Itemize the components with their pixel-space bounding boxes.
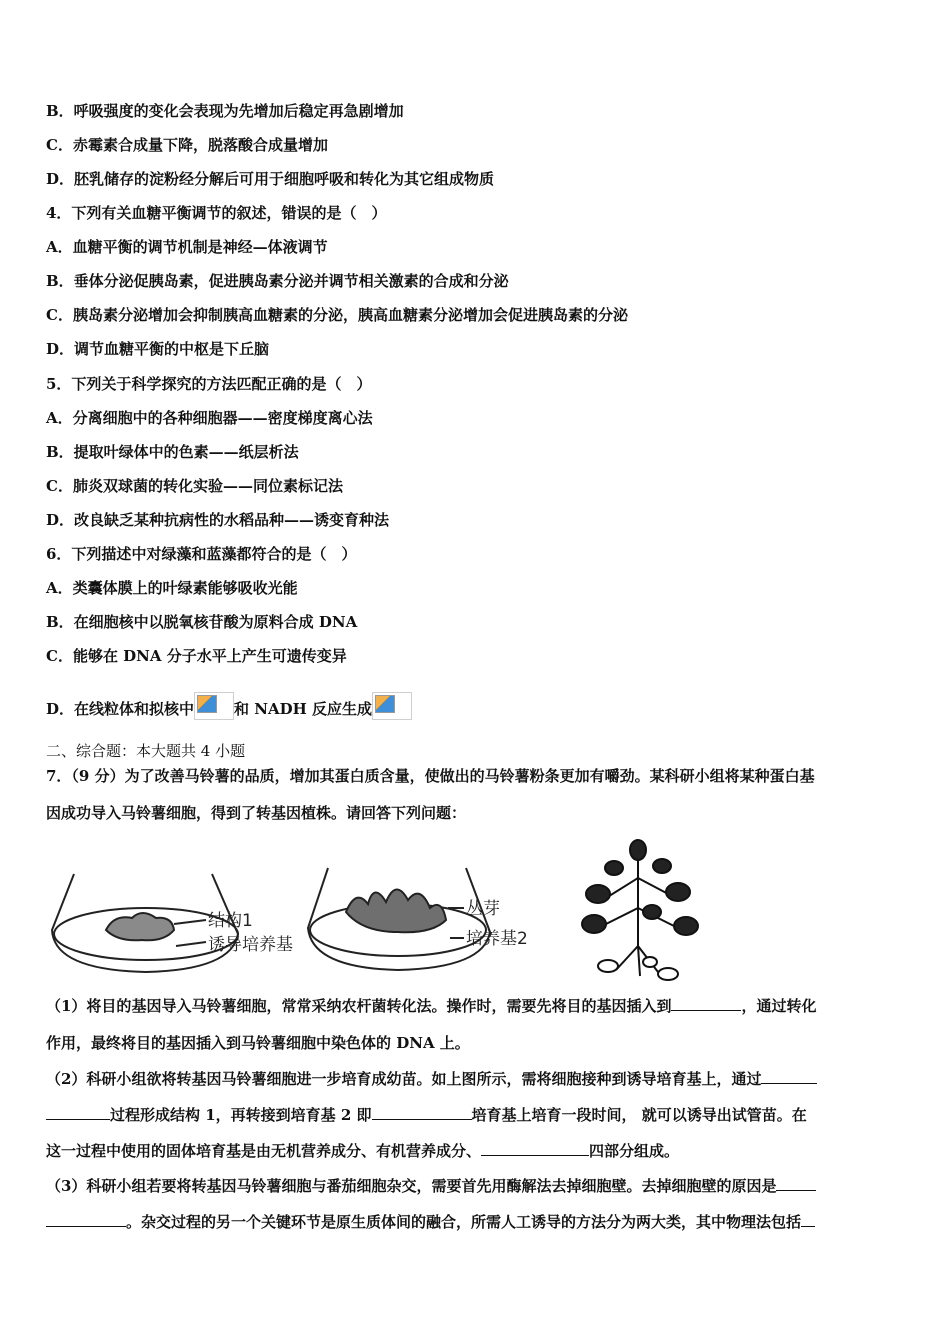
q5-option-d: D．改良缺乏某种抗病性的水稻品种——诱变育种法 xyxy=(46,511,390,529)
label-shoots: 丛芽 xyxy=(466,899,500,919)
q7-part2-text-3b: 四部分组成。 xyxy=(589,1142,680,1160)
potato-plant-image xyxy=(582,840,698,980)
q7-part3-line-1 xyxy=(46,1176,816,1196)
q3-option-d: D．胚乳储存的淀粉经分解后可用于细胞呼吸和转化为其它组成物质 xyxy=(46,170,495,188)
q7-part2-line-2 xyxy=(46,1105,807,1125)
q3-option-c: C．赤霉素合成量下降，脱落酸合成量增加 xyxy=(46,136,328,154)
answer-blank[interactable] xyxy=(372,1105,472,1120)
label-induction-medium: 诱导培养基 xyxy=(208,935,293,955)
answer-blank[interactable] xyxy=(801,1212,815,1227)
q4-stem: 4．下列有关血糖平衡调节的叙述，错误的是（ ） xyxy=(46,204,387,222)
q4-option-b: B．垂体分泌促胰岛素，促进胰岛素分泌并调节相关激素的合成和分泌 xyxy=(46,272,509,290)
q7-part1-line-2: 作用，最终将目的基因插入到马铃薯细胞中染色体的 DNA 上。 xyxy=(46,1034,470,1052)
shoot-dish xyxy=(308,868,490,970)
q7-stem-line-2: 因成功导入马铃薯细胞，得到了转基因植株。请回答下列问题： xyxy=(46,804,467,822)
q7-part2-text-2a: 过程形成结构 1，再转接到培育基 2 即 xyxy=(110,1106,372,1124)
tissue-culture-figure xyxy=(46,838,706,988)
q3-option-b: B．呼吸强度的变化会表现为先增加后稳定再急剧增加 xyxy=(46,102,404,120)
q4-option-d: D．调节血糖平衡的中枢是下丘脑 xyxy=(46,340,270,358)
q5-option-b: B．提取叶绿体中的色素——纸层析法 xyxy=(46,443,299,461)
answer-blank[interactable] xyxy=(761,1069,817,1084)
q6-option-a: A．类囊体膜上的叶绿素能够吸收光能 xyxy=(46,579,298,597)
q7-part2-text-2b: 培育基上培育一段时间， 就可以诱导出试管苗。在 xyxy=(471,1106,807,1124)
q7-part2-line-1 xyxy=(46,1069,817,1089)
answer-blank[interactable] xyxy=(481,1141,589,1156)
q7-part3-text-2: 。杂交过程的另一个关键环节是原生质体间的融合，所需人工诱导的方法分为两大类，其中物理法包括 xyxy=(126,1213,802,1231)
answer-blank[interactable] xyxy=(776,1176,816,1191)
q6-option-d-text-2: 和 NADH 反应生成 xyxy=(234,700,372,718)
q7-stem-line-1: 7．（9 分）为了改善马铃薯的品质，增加其蛋白质含量，使做出的马铃薯粉条更加有嚼劲。某科研小组将某种蛋白基 xyxy=(46,767,815,785)
q6-option-d xyxy=(46,692,412,720)
q7-part2-line-3 xyxy=(46,1141,679,1161)
q7-part2-text-1: （2）科研小组欲将转基因马铃薯细胞进一步培育成幼苗。如上图所示，需将细胞接种到诱导培育基上，通过 xyxy=(46,1070,762,1088)
label-structure-1: 结构1 xyxy=(208,911,253,931)
q4-option-c: C．胰岛素分泌增加会抑制胰高血糖素的分泌，胰高血糖素分泌增加会促进胰岛素的分泌 xyxy=(46,306,628,324)
q7-part3-text-1: （3）科研小组若要将转基因马铃薯细胞与番茄细胞杂交，需要首先用酶解法去掉细胞壁。去掉细胞壁的原因是 xyxy=(46,1177,777,1195)
q6-stem: 6．下列描述中对绿藻和蓝藻都符合的是（ ） xyxy=(46,545,357,563)
broken-image-icon xyxy=(194,692,234,720)
q5-option-c: C．肺炎双球菌的转化实验——同位素标记法 xyxy=(46,477,343,495)
q6-option-b: B．在细胞核中以脱氧核苷酸为原料合成 DNA xyxy=(46,613,358,631)
q4-option-a: A．血糖平衡的调节机制是神经—体液调节 xyxy=(46,238,328,256)
answer-blank[interactable] xyxy=(671,996,741,1011)
q7-part1-text-a: （1）将目的基因导入马铃薯细胞，常常采纳农杆菌转化法。操作时，需要先将目的基因插入到 xyxy=(46,997,672,1015)
q7-part1-text-b: ，通过转化 xyxy=(741,997,817,1015)
section-heading: 二、综合题：本大题共 4 小题 xyxy=(46,742,246,760)
answer-blank[interactable] xyxy=(46,1105,110,1120)
label-medium-2: 培养基2 xyxy=(466,929,528,949)
q5-stem: 5．下列关于科学探究的方法匹配正确的是（ ） xyxy=(46,375,372,393)
q7-part1-line-1 xyxy=(46,996,816,1016)
broken-image-icon xyxy=(372,692,412,720)
answer-blank[interactable] xyxy=(46,1212,126,1227)
q6-option-c: C．能够在 DNA 分子水平上产生可遗传变异 xyxy=(46,647,347,665)
q6-option-d-text-1: D．在线粒体和拟核中 xyxy=(46,700,195,718)
q7-part2-text-3a: 这一过程中使用的固体培育基是由无机营养成分、有机营养成分、 xyxy=(46,1142,482,1160)
q5-option-a: A．分离细胞中的各种细胞器——密度梯度离心法 xyxy=(46,409,373,427)
q7-part3-line-2 xyxy=(46,1212,815,1232)
